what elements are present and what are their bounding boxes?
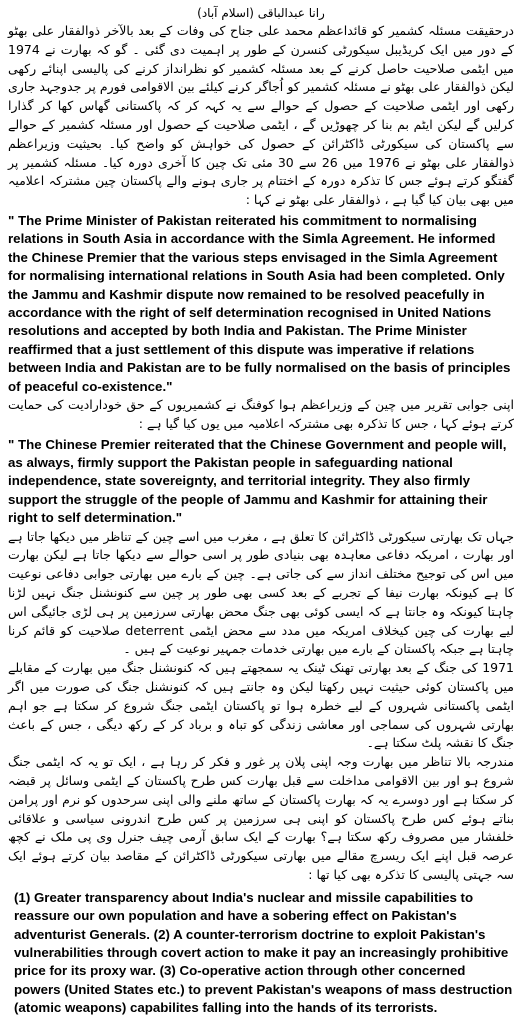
joint-declaration-quote-pm: " The Prime Minister of Pakistan reiterated his commitment to normalising relations in South Asia in accordance with the Simla Agreement. He informed the Chinese Premier that the various steps envisaged in the Simla Agreement for normalising international relations in South Asia had been completed. Only the Jammu and Kashmir dispute now remained to be resolved peacefully in accordance with the right of self determination recognised in United Nations resolutions and accepted by both India and Pakistan. The Prime Minister reaffirmed that a just settlement of this dispute was imperative if relations between India and Pakistan are to be fully normalised on the basis of principles of peaceful co-existence." <box>8 212 511 394</box>
chinese-response-paragraph: اپنی جوابی تقریر میں چین کے وزیراعظم ہوا کوفنگ نے کشمیریوں کے حق خودارادیت کی حمایت کرتے ہوئے کہا ، جس کا تذکرہ بھی مشترکہ اعلامیہ میں یوں کیا گیا ہے : <box>8 397 514 431</box>
war-1971-paragraph: 1971 کی جنگ کے بعد بھارتی تھنک ٹینک یہ سمجھتے ہیں کہ کنونشنل جنگ میں بھارت کے مقابلے میں پاکستان کوئی حیثیت نہیں رکھتا لیکن وہ جانتے ہیں کہ کنونشنل جنگ کی صورت میں اگر ایٹمی پاکستانی شہروں کے لیے خطرہ ہوا تو پاکستان ایٹمی جنگ شروع کر سکتا ہے جو اہم بھارتی شہروں کی سماجی اور معاشی زندگی کو تباہ و برباد کر کے رکھ دیگی ، جس کے باعث جنگ کا نقشہ پلٹ سکتا ہے۔ <box>8 660 514 751</box>
joint-declaration-quote-premier: " The Chinese Premier reiterated that the Chinese Government and people will, as always, firmly support the Pakistan people in safeguarding national independence, state sovereignty, and territorial integrity. They also firmly support the struggle of the people of Jammu and Kashmir for attaining their right to self determination." <box>8 436 507 526</box>
intro-paragraph: درحقیقت مسئلہ کشمیر کو قائداعظم محمد علی جناح کی وفات کے بعد بالآخر ذوالفقار علی بھٹو کے دور میں ایک کریڈیبل سیکورٹی کنسرن کے طور پر اہمیت دی گئی ۔ گو کہ بھارت نے 1974 میں ایٹمی صلاحیت حاصل کرنے کے بعد مسئلہ کشمیر کو نظرانداز کرنے کی پالیسی اپنائے رکھی لیکن ذوالفقار علی بھٹو نے مسئلہ کشمیر کو اُجاگر کرنے کیلئے بین الاقوامی فورم پر جدوجہد جاری رکھی اور ایٹمی صلاحیت کے حصول کے حوالے سے یہ کہہ کر کہ پاکستانی گھاس کھا کر گذارا کرلیں گے لیکن ایٹم بم بنا کر چھوڑیں گے ، ایٹمی صلاحیت کے حصول اور مسئلہ کشمیر کے حوالے سے پاکستان کی سیکورٹی ڈاکٹرائن کے حصول کی خواہش کو واضح کیا۔ بحیثیت وزیراعظم ذوالفقار علی بھٹو نے 1976 میں 26 سے 30 مئی تک چین کا آخری دورہ کیا۔ مسئلہ کشمیر پر گفتگو کرتے ہوئے جس کا تذکرہ دورہ کے اختتام پر جاری ہونے والے پاکستان چین مشترکہ اعلامیہ میں بھی بیان کیا گیا ہے ، ذوالفقار علی بھٹو نے کہا : <box>8 23 515 208</box>
three-point-policy-quote: (1) Greater transparency about India's nuclear and missile capabilities to reassure our own population and have a sobering effect on Pakistan's adventurist Generals. (2) A counter-terrorism doctrine to exploit Pakistan's vulnerabilities through covert action to make it pay an increasingly prohibitive price for its proxy war. (3) Co-operative action through other concerned powers (United States etc.) to prevent Pakistan's weapons of mass destruction (atomic weapons) capabilites falling into the hands of its terrorists. <box>14 889 513 1016</box>
context-paragraph: مندرجہ بالا تناظر میں بھارت وجہ اپنی پلان پر غور و فکر کر رہا ہے ، ایک تو یہ کہ ایٹمی جنگ شروع ہو اور بین الاقوامی مداخلت سے قبل بھارت کس طرح پاکستان کے ایٹمی وسائل پر قبضہ کر سکتا ہے اور دوسرے یہ کہ بھارت پاکستان کے ساتھ ملنے والی اپنی سرحدوں کو نرم اور پرامن بناتے ہوئے کس طرح پاکستان کو اپنی ہی سرزمین پر کس طرح اندرونی سیاسی و علاقائی خلفشار میں مصروف رکھ سکتا ہے؟ بھارت کے ایک سابق آرمی چیف جنرل وی پی ملک نے کچھ عرصہ قبل اپنے ایک ریسرچ مقالے میں بھارتی سیکورٹی ڈاکٹرائن کے مقاصد بیان کرتے ہوئے ایک سہ جہتی پالیسی کا تذکرہ بھی کیا تھا : <box>8 754 514 882</box>
security-doctrine-paragraph: جہاں تک بھارتی سیکورٹی ڈاکٹرائن کا تعلق ہے ، مغرب میں اسے چین کے تناظر میں دیکھا جاتا ہے اور بھارت ، امریکہ دفاعی معاہدہ بھی بنیادی طور پر اسی حوالے سے دیکھا جاتا ہے لیکن بھارت میں اس کی توجیح مختلف انداز سے کی جاتی ہے۔ چین کے بارے میں بھارتی جوابی دفاعی نوعیت کا ہے کیونکہ بھارت نیفا کے تجربے کے بعد کسی بھی طور پر چین سے کنونشنل جنگ نہیں لڑنا چاہتا کیونکہ وہ جانتا ہے کہ ایسی کوئی بھی جنگ محض بھارتی سرزمین پر ہی لڑی جائیگی اس لیے بھارت کی چین کیخلاف امریکہ میں مدد سے محض ایٹمی deterrent صلاحیت کو قائم کرنا چاہتا ہے جبکہ پاکستان کے بارے میں بھارتی خدمات جمہیر نوعیت کے ہیں ۔ <box>8 528 514 657</box>
author-byline: رانا عبدالباقی (اسلام آباد) <box>197 6 325 20</box>
